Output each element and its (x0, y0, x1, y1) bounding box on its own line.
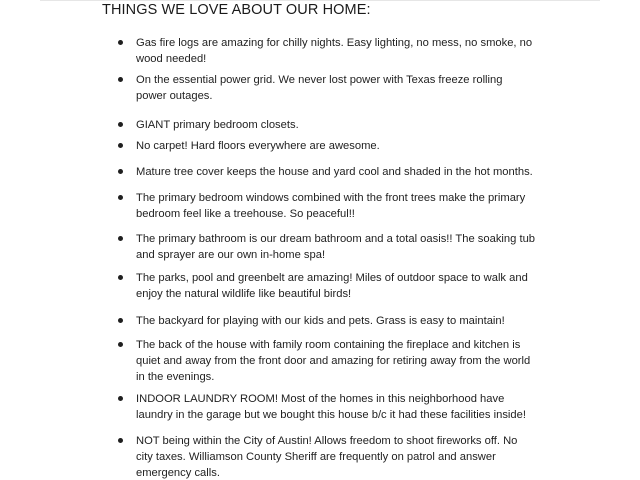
list-item (118, 270, 588, 302)
list-item-line: power outages. (136, 90, 213, 102)
bullet-icon (118, 438, 123, 443)
page-heading: THINGS WE LOVE ABOUT OUR HOME: (102, 2, 371, 18)
list-item (118, 164, 588, 180)
list-item (118, 337, 588, 385)
list-item-line: NOT being within the City of Austin! Allows freedom to shoot fireworks off. No (136, 435, 518, 447)
list-item (118, 138, 588, 154)
list-item-line: The parks, pool and greenbelt are amazing! Miles of outdoor space to walk and (136, 272, 528, 284)
list-item (118, 190, 588, 222)
list-item (118, 72, 588, 104)
list-item-line: GIANT primary bedroom closets. (136, 119, 299, 131)
bullet-icon (118, 77, 123, 82)
list-item (118, 231, 588, 263)
bullet-icon (118, 342, 123, 347)
list-item (118, 433, 588, 480)
bullet-icon (118, 275, 123, 280)
bullet-icon (118, 169, 123, 174)
list-item-line: Mature tree cover keeps the house and yard cool and shaded in the hot months. (136, 166, 533, 178)
list-item-line: No carpet! Hard floors everywhere are awesome. (136, 140, 380, 152)
list-item-line: INDOOR LAUNDRY ROOM! Most of the homes in this neighborhood have (136, 393, 505, 405)
list-item-line: bedroom feel like a treehouse. So peaceful!! (136, 208, 355, 220)
list-item-line: and sprayer are our own in-home spa! (136, 249, 326, 261)
list-item-line: wood needed! (136, 53, 207, 65)
bullet-icon (118, 195, 123, 200)
list-item-line: city taxes. Williamson County Sheriff are frequently on patrol and answer (136, 451, 496, 463)
list-item-line: The back of the house with family room containing the fireplace and kitchen is (136, 339, 521, 351)
top-divider (40, 0, 600, 1)
bullet-icon (118, 143, 123, 148)
bullet-icon (118, 318, 123, 323)
bullet-icon (118, 396, 123, 401)
list-item (118, 117, 588, 133)
bullet-icon (118, 236, 123, 241)
list-item-line: On the essential power grid. We never lost power with Texas freeze rolling (136, 74, 503, 86)
list-item-line: The primary bathroom is our dream bathroom and a total oasis!! The soaking tub (136, 233, 536, 245)
list-item-line: enjoy the natural wildlife like beautiful birds! (136, 288, 352, 300)
list-item-line: in the evenings. (136, 371, 215, 383)
list-item (118, 391, 588, 423)
list-item-line: The primary bedroom windows combined with the front trees make the primary (136, 192, 526, 204)
list-item (118, 35, 588, 67)
list-item-line: laundry in the garage but we bought this house b/c it had these facilities inside! (136, 409, 526, 421)
list-item-line: emergency calls. (136, 467, 220, 479)
list-item (118, 313, 588, 329)
bullet-icon (118, 122, 123, 127)
list-item-line: The backyard for playing with our kids and pets. Grass is easy to maintain! (136, 315, 505, 327)
list-item-line: Gas fire logs are amazing for chilly nights. Easy lighting, no mess, no smoke, no (136, 37, 533, 49)
bullet-icon (118, 40, 123, 45)
list-item-line: quiet and away from the front door and amazing for retiring away from the world (136, 355, 531, 367)
